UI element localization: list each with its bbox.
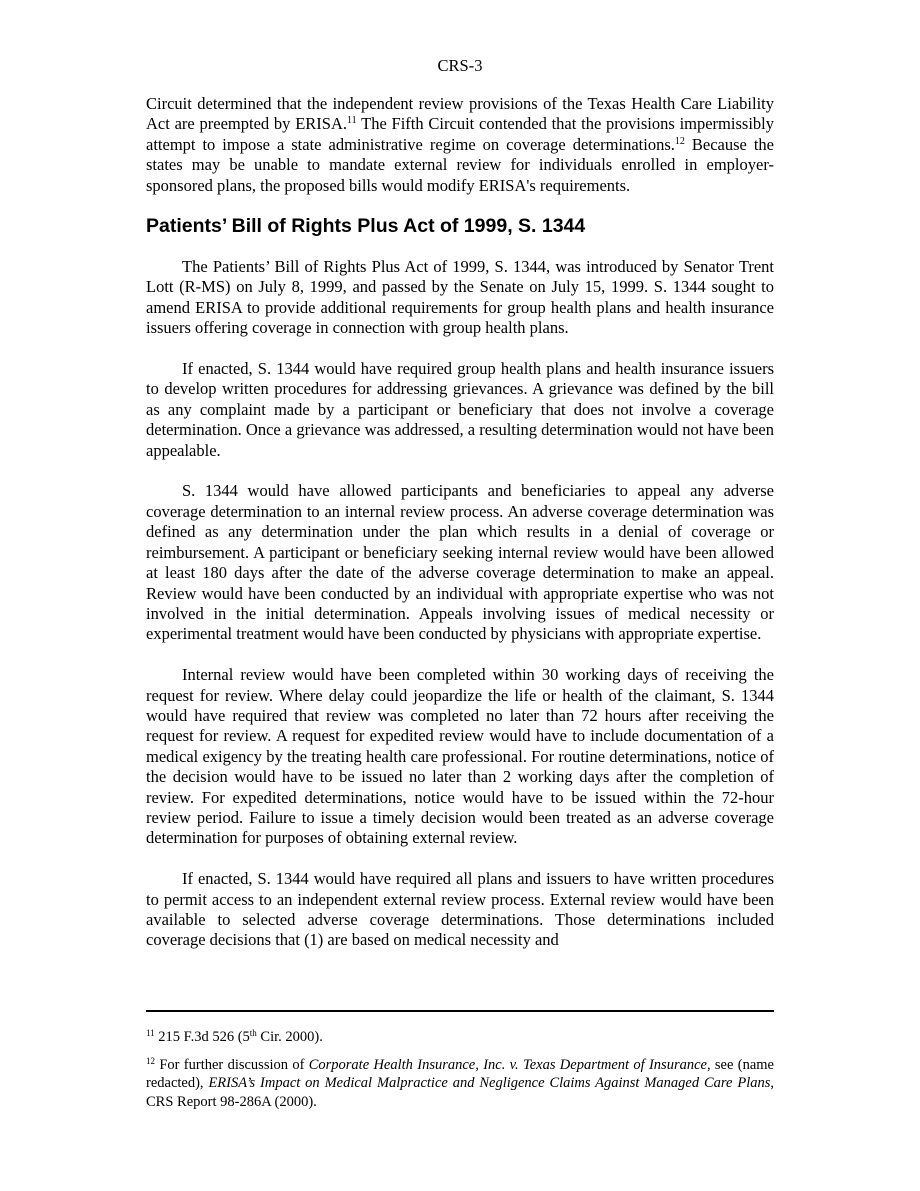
footnote-11-text-a: 215 F.3d 526 (5 bbox=[154, 1029, 250, 1045]
intro-text-a: Circuit determined that the independent review provisions of the Texas Health Care Liability Act are preempted by ERISA. bbox=[146, 94, 774, 134]
footnote-number-12: 12 bbox=[146, 1055, 155, 1066]
section-heading: Patients’ Bill of Rights Plus Act of 1999, S. 1344 bbox=[146, 215, 586, 238]
intro-text-c: Because the states may be unable to mandate external review for individuals enrolled in employer-sponsored plans, the proposed bills would modify ERISA's requirements. bbox=[146, 134, 774, 195]
footnote-12-text-c: , CRS Report 98-286A (2000). bbox=[146, 1075, 774, 1110]
paragraph-grievances: If enacted, S. 1344 would have required group health plans and health insurance issuers to develop written procedures for addressing grievances. A grievance was defined by the bill as any complaint made by a participant or beneficiary that does not involve a coverage determination. Once a grievance was addressed, a resulting determination would not have been appealable. bbox=[146, 359, 774, 460]
footnote-12-text-b: , see (name redacted), bbox=[146, 1056, 774, 1092]
footnotes bbox=[146, 1028, 774, 1120]
paragraph-introduction: The Patients’ Bill of Rights Plus Act of 1999, S. 1344, was introduced by Senator Trent Lott (R-MS) on July 8, 1999, and passed by the Senate on July 15, 1999. S. 1344 sought to amend ERISA to provide additional requirements for group health plans and health insurance issuers offering coverage in connection with group health plans. bbox=[146, 257, 774, 338]
footnote-12 bbox=[146, 1056, 774, 1112]
body-text bbox=[146, 94, 774, 971]
intro-paragraph bbox=[146, 94, 774, 196]
footnote-11 bbox=[146, 1028, 774, 1047]
page-number-header: CRS-3 bbox=[437, 56, 483, 75]
footnote-ref-12[interactable]: 12 bbox=[674, 135, 685, 147]
paragraph-external-review: If enacted, S. 1344 would have required all plans and issuers to have written procedures to permit access to an independent external review process. External review would have been available to selected adverse coverage determinations. Those determinations included coverage decisions that (1) are based on medical necessity and bbox=[146, 869, 774, 950]
footnote-11-ordinal: th bbox=[249, 1028, 257, 1038]
footnote-12-report-title: ERISA’s Impact on Medical Malpractice and Negligence Claims Against Managed Care Plans bbox=[208, 1075, 771, 1092]
footnote-number-11: 11 bbox=[146, 1028, 155, 1038]
footnote-separator bbox=[146, 1010, 774, 1012]
footnote-ref-11[interactable]: 11 bbox=[347, 115, 357, 127]
paragraph-internal-appeal: S. 1344 would have allowed participants and beneficiaries to appeal any adverse coverage determination to an internal review process. An adverse coverage determination was defined as any determination under the plan which results in a denial of coverage or reimbursement. A participant or beneficiary seeking internal review would have been allowed at least 180 days after the date of the adverse coverage determination to make an appeal. Review would have been conducted by an individual with appropriate expertise who was not involved in the initial determination. Appeals involving issues of medical necessity or experimental treatment would have been conducted by physicians with appropriate expertise. bbox=[146, 481, 774, 644]
footnote-11-text-b: Cir. 2000). bbox=[256, 1029, 323, 1045]
footnote-12-case-name: Corporate Health Insurance, Inc. v. Texas Department of Insurance bbox=[308, 1056, 707, 1073]
paragraph-review-timing: Internal review would have been completed within 30 working days of receiving the request for review. Where delay could jeopardize the life or health of the claimant, S. 1344 would have required that review was completed no later than 72 hours after receiving the request for review. A request for expedited review would have to include documentation of a medical exigency by the treating health care professional. For routine determinations, notice of the decision would have to be issued no later than 2 working days after the completion of review. For expedited determinations, notice would have to be issued within the 72-hour review period. Failure to issue a timely decision would been treated as an adverse coverage determination for purposes of obtaining external review. bbox=[146, 665, 774, 848]
footnote-12-text-a: For further discussion of bbox=[155, 1056, 309, 1073]
intro-text-b: The Fifth Circuit contended that the provisions impermissibly attempt to impose a state administrative regime on coverage determinations. bbox=[146, 114, 774, 154]
